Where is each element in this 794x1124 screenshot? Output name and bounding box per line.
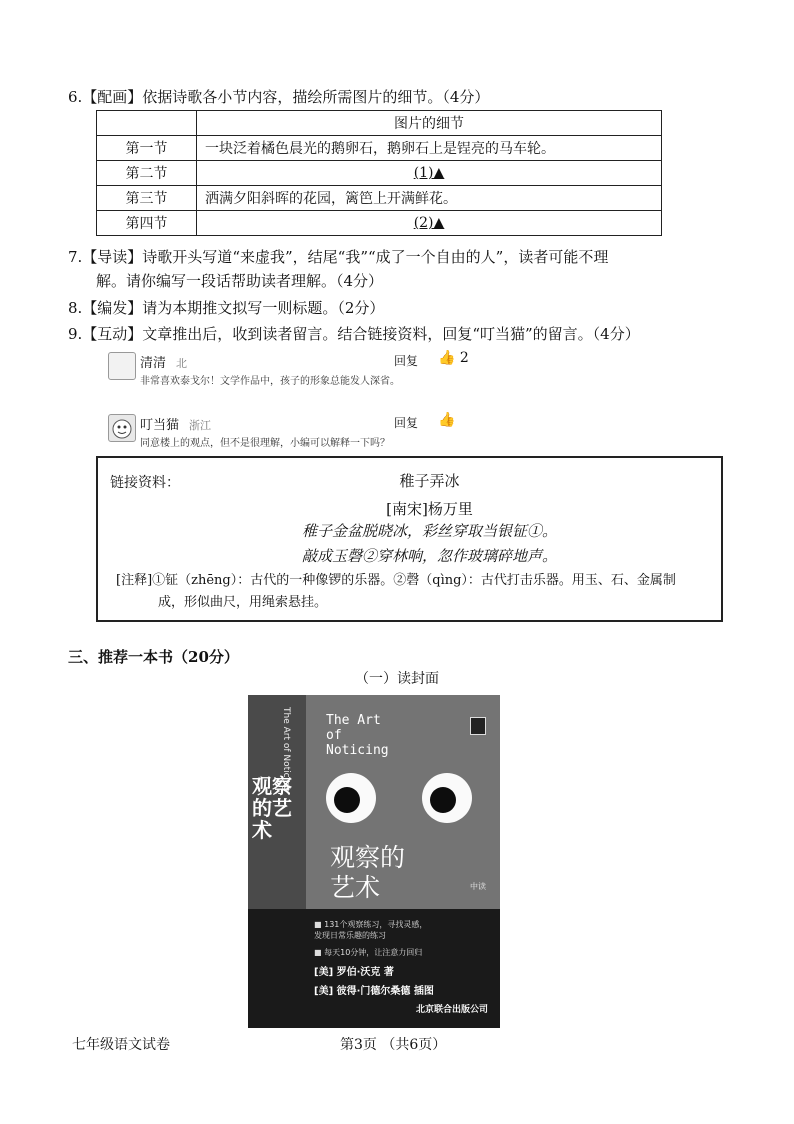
bullet-line: ■ 131个观察练习，寻找灵感， xyxy=(314,920,428,929)
table-header: 图片的细节 xyxy=(197,111,662,136)
pupil xyxy=(334,787,360,813)
answer-blank-2: (2)▲ xyxy=(197,211,662,236)
cover-bullets xyxy=(314,919,427,958)
table-row xyxy=(97,136,662,161)
question-7: 7.【导读】诗歌开头写道“来虚我”，结尾“我”“成了一个自由的人”，读者可能不理 xyxy=(68,248,609,266)
like-button[interactable]: 👍 xyxy=(438,412,456,428)
illustrator-line: [美] 彼得·门德尔桑德 插图 xyxy=(314,986,434,997)
table-section-cell: 第三节 xyxy=(97,186,197,211)
question-8: 8.【编发】请为本期推文拟写一则标题。（2分） xyxy=(68,299,385,317)
reader-comment xyxy=(108,352,528,392)
table-corner-cell xyxy=(97,111,197,136)
reply-button[interactable]: 回复 xyxy=(394,354,419,368)
pupil xyxy=(430,787,456,813)
avatar xyxy=(108,414,136,442)
poem-line: 稚子金盆脱晓冰，彩丝穿取当银钲①。 xyxy=(301,522,557,540)
comment-author-name: 清清 xyxy=(140,356,167,371)
annotation-line: 成，形似曲尺，用绳索悬挂。 xyxy=(158,595,328,610)
table-row xyxy=(97,186,662,211)
section-heading: 三、推荐一本书（20分） xyxy=(68,648,239,666)
table-section-cell: 第四节 xyxy=(97,211,197,236)
exam-name-footer: 七年级语文试卷 xyxy=(72,1037,170,1053)
table-row xyxy=(97,161,662,186)
comment-text: 同意楼上的观点，但不是很理解，小编可以解释一下吗？ xyxy=(140,438,390,449)
comment-location: 北 xyxy=(176,357,188,370)
publisher-logo-icon xyxy=(470,717,486,735)
comment-location: 浙江 xyxy=(189,419,212,432)
like-button[interactable]: 👍 2 xyxy=(438,350,469,366)
answer-blank-1: (1)▲ xyxy=(197,161,662,186)
publisher-name: 北京联合出版公司 xyxy=(415,1005,488,1015)
reply-button[interactable]: 回复 xyxy=(394,416,419,430)
cat-icon xyxy=(109,415,135,441)
left-eye-icon xyxy=(326,773,376,823)
comment-author xyxy=(140,414,211,433)
table-header-row xyxy=(97,111,662,136)
link-label: 链接资料： xyxy=(110,475,180,491)
comment-author-name: 叮当猫 xyxy=(140,418,180,433)
annotation-line: [注释]①钲（zhēng）：古代的一种像锣的乐器。②磬（qìng）：古代打击乐器。用玉、石、金属制 xyxy=(116,573,676,588)
poem-line: 敲成玉磬②穿林响，忽作玻璃碎地声。 xyxy=(301,547,557,565)
spine-english-title: The Art of Noticing xyxy=(281,707,291,792)
english-title: The Art of Noticing xyxy=(326,713,389,758)
chinese-title: 观察的 艺术 xyxy=(330,843,406,902)
poem-title: 稚子弄冰 xyxy=(399,472,460,490)
reader-comment xyxy=(108,414,528,454)
poem-author: [南宋]杨万里 xyxy=(386,500,473,518)
picture-detail-table xyxy=(96,110,662,236)
comment-text: 非常喜欢泰戈尔！文学作品中，孩子的形象总能发人深省。 xyxy=(140,376,400,387)
comment-author xyxy=(140,352,187,371)
small-mark: 中读 xyxy=(470,882,486,891)
link-material-box xyxy=(96,456,723,622)
page-number: 第3页 （共6页） xyxy=(340,1037,447,1053)
table-section-cell: 第二节 xyxy=(97,161,197,186)
table-section-cell: 第一节 xyxy=(97,136,197,161)
bullet-line: 发现日常乐趣的练习 xyxy=(314,931,386,940)
question-6: 6.【配画】依据诗歌各小节内容，描绘所需图片的细节。（4分） xyxy=(68,88,490,106)
annotation xyxy=(116,570,716,614)
table-detail-cell: 一块泛着橘色晨光的鹅卵石，鹅卵石上是锃亮的马车轮。 xyxy=(197,136,662,161)
right-eye-icon xyxy=(422,773,472,823)
table-row xyxy=(97,211,662,236)
subsection-heading: （一）读封面 xyxy=(355,671,439,687)
table-detail-cell: 洒满夕阳斜晖的花园，篱笆上开满鲜花。 xyxy=(197,186,662,211)
bullet-line: ■ 每天10分钟，让注意力回归 xyxy=(314,948,423,957)
book-cover-image xyxy=(248,695,500,1028)
author-line: [美] 罗伯·沃克 著 xyxy=(314,967,394,978)
question-7-cont: 解。请你编写一段话帮助读者理解。（4分） xyxy=(96,272,384,290)
avatar xyxy=(108,352,136,380)
question-9: 9.【互动】文章推出后，收到读者留言。结合链接资料，回复“叮当猫”的留言。（4分） xyxy=(68,325,640,343)
spine-chinese-title: 观察的艺术 xyxy=(252,774,292,842)
